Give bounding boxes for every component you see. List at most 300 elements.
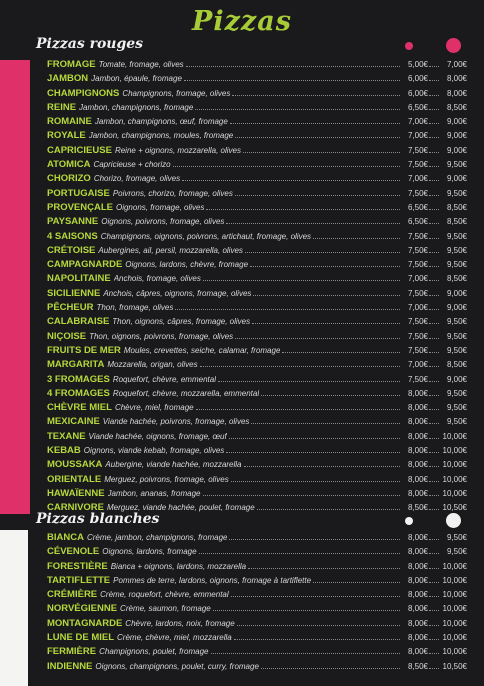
price-large: 9,50€ <box>446 245 467 255</box>
menu-item-row <box>47 229 467 243</box>
pizza-name: CAMPAGNARDE <box>47 259 123 271</box>
pizza-ingredients: Oignons, fromage, olives <box>115 202 205 212</box>
dotted-leader <box>257 500 400 510</box>
dotted-leader <box>200 357 400 367</box>
menu-item-row <box>47 314 467 328</box>
pizza-ingredients: Mozzarella, origan, olives <box>107 360 198 370</box>
pizza-ingredients: Roquefort, chèvre, emmental <box>112 374 216 384</box>
pizza-name: CALABRAISE <box>47 316 110 328</box>
pizza-name: KEBAB <box>47 445 81 457</box>
price-large: 8,50€ <box>446 360 467 370</box>
price-large: 10,00€ <box>442 474 467 484</box>
menu-item-row <box>47 559 467 573</box>
price-small: 7,00€ <box>407 274 428 284</box>
pizza-name: FROMAGE <box>47 59 96 70</box>
price-large: 10,00€ <box>442 431 467 441</box>
dotted-leader <box>429 114 439 124</box>
price-small: 7,50€ <box>407 331 428 341</box>
price-large: 8,00€ <box>446 88 467 98</box>
price-small: 7,50€ <box>407 288 428 298</box>
dotted-leader <box>248 559 400 569</box>
menu-item-row <box>47 573 467 587</box>
dotted-leader <box>429 601 439 611</box>
dotted-leader <box>213 601 400 611</box>
pizza-ingredients: Champignons, fromage, olives <box>122 88 231 98</box>
pizza-name: CARNIVORE <box>47 502 105 514</box>
dotted-leader <box>429 314 439 324</box>
pizza-ingredients: Champignons, poulet, fromage <box>99 647 209 657</box>
pizza-ingredients: Jambon, champignons, moules, fromage <box>88 131 234 141</box>
pizza-name: CRÉMIÈRE <box>47 589 98 601</box>
dotted-leader <box>229 530 400 540</box>
price-small: 8,00€ <box>407 561 428 571</box>
pizza-name: MONTAGNARDE <box>47 617 123 629</box>
price-large: 9,50€ <box>446 388 467 398</box>
price-large: 9,00€ <box>446 374 467 384</box>
dotted-leader <box>245 243 400 253</box>
dotted-leader <box>182 171 400 181</box>
pizza-ingredients: Reine + oignons, mozzarella, olives <box>114 145 242 155</box>
price-large: 8,50€ <box>446 217 467 227</box>
price-large: 8,50€ <box>446 202 467 212</box>
menu-item-row <box>47 243 467 257</box>
dotted-leader <box>429 372 439 382</box>
pizza-name: PÊCHEUR <box>47 302 94 314</box>
dotted-leader <box>261 386 400 396</box>
dotted-leader <box>251 414 400 424</box>
pizza-name: MEXICAINE <box>47 416 100 428</box>
pizza-ingredients: Bianca + oignons, lardons, mozzarella <box>110 561 247 571</box>
pizzas-blanches-list <box>47 530 467 673</box>
price-large: 10,00€ <box>442 590 467 600</box>
pizza-name: INDIENNE <box>47 660 93 672</box>
price-small: 8,00€ <box>407 403 428 413</box>
pizza-name: REINE <box>47 101 77 113</box>
menu-item-row <box>47 472 467 486</box>
dotted-leader <box>429 71 439 81</box>
dotted-leader <box>429 559 439 569</box>
dotted-leader <box>244 457 400 467</box>
menu-item-row <box>47 186 467 200</box>
dotted-leader <box>429 630 439 640</box>
price-large: 9,50€ <box>446 260 467 270</box>
pizza-name: PROVENÇALE <box>47 201 113 213</box>
section-title-blanches: Pizzas blanches <box>36 511 160 527</box>
pizza-name: TEXANE <box>47 430 86 442</box>
menu-item-row <box>47 386 467 400</box>
pizza-name: CRÉTOISE <box>47 244 96 256</box>
dotted-leader <box>429 329 439 339</box>
price-large: 9,50€ <box>446 533 467 542</box>
dotted-leader <box>226 214 400 224</box>
pizza-ingredients: Poivrons, chorizo, fromage, olives <box>112 188 233 198</box>
pizza-name: ROMAINE <box>47 116 92 128</box>
price-small: 8,50€ <box>407 661 428 671</box>
price-small: 8,00€ <box>407 633 428 643</box>
price-small: 8,00€ <box>407 488 428 498</box>
dotted-leader <box>429 143 439 153</box>
dotted-leader <box>196 400 400 410</box>
price-small: 7,50€ <box>407 245 428 255</box>
pizza-ingredients: Aubergine, viande hachée, mozzarella <box>105 460 242 470</box>
price-small: 8,50€ <box>407 503 428 513</box>
pizza-ingredients: Oignons, lardons, chèvre, fromage <box>125 260 249 270</box>
pizza-ingredients: Thon, fromage, olives <box>96 303 174 313</box>
price-large: 8,50€ <box>446 274 467 284</box>
menu-item-row <box>47 544 467 558</box>
dotted-leader <box>429 229 439 239</box>
pizza-ingredients: Crème, jambon, champignons, fromage <box>86 533 228 542</box>
menu-item-row <box>47 414 467 428</box>
pizza-ingredients: Thon, oignons, poivrons, fromage, olives <box>89 331 234 341</box>
pizza-name: CHÈVRE MIEL <box>47 402 112 414</box>
dotted-leader <box>237 616 400 626</box>
dotted-leader <box>184 71 400 81</box>
dotted-leader <box>429 243 439 253</box>
price-small: 7,00€ <box>407 131 428 141</box>
pizza-name: PAYSANNE <box>47 216 99 228</box>
menu-item-row <box>47 372 467 386</box>
pizza-name: NORVÉGIENNE <box>47 603 118 615</box>
pizza-ingredients: Aubergines, ail, persil, mozzarella, olives <box>98 245 243 255</box>
price-large: 10,00€ <box>442 575 467 585</box>
price-small: 8,00€ <box>407 431 428 441</box>
pink-side-band <box>0 60 30 514</box>
price-large: 10,00€ <box>442 460 467 470</box>
price-small: 6,50€ <box>407 217 428 227</box>
pizza-name: MARGARITA <box>47 359 105 371</box>
menu-item-row <box>47 443 467 457</box>
price-small: 7,50€ <box>407 345 428 355</box>
price-small: 7,00€ <box>407 303 428 313</box>
dotted-leader <box>232 86 400 96</box>
dotted-leader <box>429 200 439 210</box>
menu-item-row <box>47 200 467 214</box>
dotted-leader <box>429 300 439 310</box>
price-small: 8,00€ <box>407 446 428 456</box>
pizza-name: CHAMPIGNONS <box>47 87 120 99</box>
menu-item-row <box>47 644 467 658</box>
price-large: 9,50€ <box>446 547 467 557</box>
price-large: 9,50€ <box>446 331 467 341</box>
dotted-leader <box>250 257 400 267</box>
menu-item-row <box>47 100 467 114</box>
menu-item-row <box>47 71 467 85</box>
pizza-name: FRUITS DE MER <box>47 344 121 356</box>
dotted-leader <box>429 286 439 296</box>
pizza-ingredients: Jambon, champignons, œuf, fromage <box>94 117 228 127</box>
menu-item-row <box>47 486 467 500</box>
pizza-ingredients: Merguez, poivrons, fromage, olives <box>104 474 229 484</box>
page-title: Pizzas <box>192 6 292 37</box>
menu-item-row <box>47 343 467 357</box>
dotted-leader <box>429 186 439 196</box>
dotted-leader <box>429 659 439 669</box>
dotted-leader <box>429 357 439 367</box>
price-large: 10,00€ <box>442 604 467 614</box>
price-large: 9,50€ <box>446 317 467 327</box>
pizza-ingredients: Capricieuse + chorizo <box>93 160 171 170</box>
pizza-name: 4 SAISONS <box>47 230 98 242</box>
price-small: 8,00€ <box>407 547 428 557</box>
dotted-leader <box>429 429 439 439</box>
pizza-ingredients: Jambon, ananas, fromage <box>107 488 201 498</box>
price-small: 7,50€ <box>407 317 428 327</box>
price-small: 8,00€ <box>407 460 428 470</box>
dotted-leader <box>211 644 401 654</box>
dotted-leader <box>231 472 400 482</box>
price-large: 9,00€ <box>446 131 467 141</box>
pizza-name: MOUSSAKA <box>47 459 103 471</box>
menu-item-row <box>47 587 467 601</box>
dotted-leader <box>235 128 400 138</box>
dotted-leader <box>234 630 400 640</box>
price-small: 8,00€ <box>407 575 428 585</box>
price-large: 10,50€ <box>442 661 467 671</box>
dotted-leader <box>429 457 439 467</box>
price-small: 6,50€ <box>407 102 428 112</box>
dotted-leader <box>429 171 439 181</box>
dotted-leader <box>429 616 439 626</box>
price-large: 10,00€ <box>442 618 467 628</box>
pizza-ingredients: Thon, oignons, câpres, fromage, olives <box>112 317 251 327</box>
dotted-leader <box>235 329 400 339</box>
pizza-ingredients: Pommes de terre, lardons, oignons, fromage à tartiflette <box>113 575 312 585</box>
price-small: 8,00€ <box>407 647 428 657</box>
pizza-name: HAWAÏENNE <box>47 487 105 499</box>
pizza-name: SICILIENNE <box>47 287 101 299</box>
price-large: 9,50€ <box>446 160 467 170</box>
price-large: 10,00€ <box>442 446 467 456</box>
dotted-leader <box>429 486 439 496</box>
menu-item-row <box>47 157 467 171</box>
pizza-name: JAMBON <box>47 73 89 85</box>
pizza-ingredients: Viande hachée, poivrons, fromage, olives <box>102 417 250 427</box>
menu-item-row <box>47 171 467 185</box>
price-large: 10,00€ <box>442 647 467 657</box>
menu-item-row <box>47 659 467 673</box>
pizza-name: 3 FROMAGES <box>47 373 110 385</box>
dotted-leader <box>261 659 400 669</box>
price-large: 9,00€ <box>446 174 467 184</box>
pizza-name: TARTIFLETTE <box>47 574 111 586</box>
menu-item-row <box>47 143 467 157</box>
pizza-ingredients: Oignons, champignons, poulet, curry, fromage <box>95 661 259 671</box>
price-small: 7,50€ <box>407 231 428 241</box>
price-large: 9,50€ <box>446 417 467 427</box>
dotted-leader <box>253 286 400 296</box>
dotted-leader <box>429 57 439 67</box>
price-small: 6,00€ <box>407 74 428 84</box>
price-small: 7,50€ <box>407 188 428 198</box>
menu-item-row <box>47 271 467 285</box>
pizza-name: FORESTIÈRE <box>47 560 108 572</box>
dotted-leader <box>313 573 400 583</box>
dotted-leader <box>199 544 400 554</box>
pizza-name: PORTUGAISE <box>47 187 110 199</box>
menu-item-row <box>47 601 467 615</box>
price-large: 9,00€ <box>446 288 467 298</box>
price-small: 6,50€ <box>407 202 428 212</box>
pizza-name: FERMIÈRE <box>47 646 97 658</box>
dotted-leader <box>186 57 400 67</box>
menu-item-row <box>47 357 467 371</box>
price-small: 8,00€ <box>407 590 428 600</box>
pizza-ingredients: Chèvre, lardons, noix, fromage <box>125 618 235 628</box>
menu-item-row <box>47 329 467 343</box>
price-large: 9,50€ <box>446 231 467 241</box>
dotted-leader <box>206 200 400 210</box>
dotted-leader <box>313 229 400 239</box>
dotted-leader <box>429 644 439 654</box>
dotted-leader <box>195 100 400 110</box>
dotted-leader <box>243 143 400 153</box>
pizza-ingredients: Moules, crevettes, seiche, calamar, fromage <box>123 345 281 355</box>
menu-item-row <box>47 128 467 142</box>
menu-item-row <box>47 57 467 71</box>
menu-item-row <box>47 400 467 414</box>
pizzas-rouges-list <box>47 57 467 515</box>
pizza-ingredients: Merguez, viande hachée, poulet, fromage <box>107 503 255 513</box>
price-small: 8,00€ <box>407 388 428 398</box>
dotted-leader <box>429 100 439 110</box>
pizza-ingredients: Champignons, oignons, poivrons, artichaut, fromage, olives <box>100 231 312 241</box>
price-large: 9,50€ <box>446 345 467 355</box>
dotted-leader <box>173 157 400 167</box>
price-small: 7,50€ <box>407 374 428 384</box>
dotted-leader <box>203 486 401 496</box>
menu-item-row <box>47 630 467 644</box>
pizza-ingredients: Jambon, champignons, fromage <box>79 102 194 112</box>
price-small: 8,00€ <box>407 618 428 628</box>
price-small: 8,00€ <box>407 533 428 542</box>
price-large: 9,00€ <box>446 303 467 313</box>
dotted-leader <box>218 372 400 382</box>
pizza-name: LUNE DE MIEL <box>47 632 115 644</box>
pizza-name: BIANCA <box>47 532 84 543</box>
price-small: 7,00€ <box>407 360 428 370</box>
price-large: 10,50€ <box>442 503 467 513</box>
dotted-leader <box>429 544 439 554</box>
pizza-ingredients: Chorizo, fromage, olives <box>93 174 181 184</box>
pizza-ingredients: Chèvre, miel, fromage <box>114 403 194 413</box>
price-small: 7,50€ <box>407 160 428 170</box>
pizza-name: 4 FROMAGES <box>47 387 110 399</box>
small-size-dot-icon <box>405 517 413 525</box>
dotted-leader <box>252 314 400 324</box>
dotted-leader <box>429 128 439 138</box>
price-small: 6,00€ <box>407 88 428 98</box>
menu-item-row <box>47 214 467 228</box>
dotted-leader <box>429 343 439 353</box>
dotted-leader <box>235 186 400 196</box>
large-size-dot-icon <box>446 513 461 528</box>
pizza-ingredients: Anchois, fromage, olives <box>113 274 201 284</box>
dotted-leader <box>429 587 439 597</box>
dotted-leader <box>282 343 400 353</box>
dotted-leader <box>429 257 439 267</box>
menu-item-row <box>47 429 467 443</box>
dotted-leader <box>230 114 400 124</box>
pizza-ingredients: Viande hachée, oignons, fromage, œuf <box>88 431 227 441</box>
dotted-leader <box>429 86 439 96</box>
pizza-name: ORIENTALE <box>47 473 102 485</box>
large-size-dot-icon <box>446 38 461 53</box>
price-large: 9,00€ <box>446 117 467 127</box>
price-small: 5,00€ <box>407 60 428 69</box>
price-large: 9,50€ <box>446 188 467 198</box>
menu-item-row <box>47 530 467 544</box>
dotted-leader <box>429 214 439 224</box>
price-large: 9,50€ <box>446 403 467 413</box>
dotted-leader <box>429 414 439 424</box>
menu-item-row <box>47 300 467 314</box>
pizza-name: CHORIZO <box>47 173 91 185</box>
pizza-ingredients: Roquefort, chèvre, mozzarella, emmental <box>112 388 260 398</box>
price-small: 7,50€ <box>407 145 428 155</box>
dotted-leader <box>429 271 439 281</box>
dotted-leader <box>231 587 400 597</box>
price-large: 10,00€ <box>442 488 467 498</box>
dotted-leader <box>429 472 439 482</box>
price-small: 8,00€ <box>407 417 428 427</box>
price-small: 7,00€ <box>407 174 428 184</box>
menu-item-row <box>47 616 467 630</box>
pizza-name: CÉVENOLE <box>47 546 100 558</box>
pizza-name: NIÇOISE <box>47 330 87 342</box>
pizza-ingredients: Crème, roquefort, chèvre, emmental <box>100 590 229 600</box>
price-small: 7,50€ <box>407 260 428 270</box>
price-large: 9,00€ <box>446 145 467 155</box>
small-size-dot-icon <box>405 42 413 50</box>
price-small: 8,00€ <box>407 604 428 614</box>
pizza-name: ATOMICA <box>47 159 91 171</box>
dotted-leader <box>429 400 439 410</box>
pizza-name: NAPOLITAINE <box>47 273 111 285</box>
menu-item-row <box>47 86 467 100</box>
dotted-leader <box>226 443 400 453</box>
dotted-leader <box>175 300 400 310</box>
dotted-leader <box>203 271 400 281</box>
pizza-ingredients: Oignons, viande kebab, fromage, olives <box>83 446 225 456</box>
price-small: 8,00€ <box>407 474 428 484</box>
dotted-leader <box>429 500 439 510</box>
pizza-name: ROYALE <box>47 130 86 142</box>
dotted-leader <box>429 530 439 540</box>
menu-item-row <box>47 114 467 128</box>
pizza-ingredients: Anchois, câpres, oignons, fromage, olives <box>103 288 252 298</box>
pizza-ingredients: Jambon, épaule, fromage <box>91 74 182 84</box>
dotted-leader <box>429 443 439 453</box>
white-side-band <box>0 530 28 686</box>
pizza-ingredients: Crème, chèvre, miel, mozzarella <box>117 633 232 643</box>
pizza-name: CAPRICIEUSE <box>47 144 112 156</box>
pizza-ingredients: Oignons, poivrons, fromage, olives <box>101 217 225 227</box>
pizza-ingredients: Oignons, lardons, fromage <box>102 547 197 557</box>
price-large: 10,00€ <box>442 561 467 571</box>
price-large: 8,00€ <box>446 74 467 84</box>
dotted-leader <box>429 386 439 396</box>
price-small: 7,00€ <box>407 117 428 127</box>
menu-item-row <box>47 457 467 471</box>
dotted-leader <box>229 429 400 439</box>
section-title-rouges: Pizzas rouges <box>36 36 144 52</box>
dotted-leader <box>429 573 439 583</box>
price-large: 10,00€ <box>442 633 467 643</box>
menu-item-row <box>47 257 467 271</box>
price-large: 7,00€ <box>446 60 467 69</box>
dotted-leader <box>429 157 439 167</box>
